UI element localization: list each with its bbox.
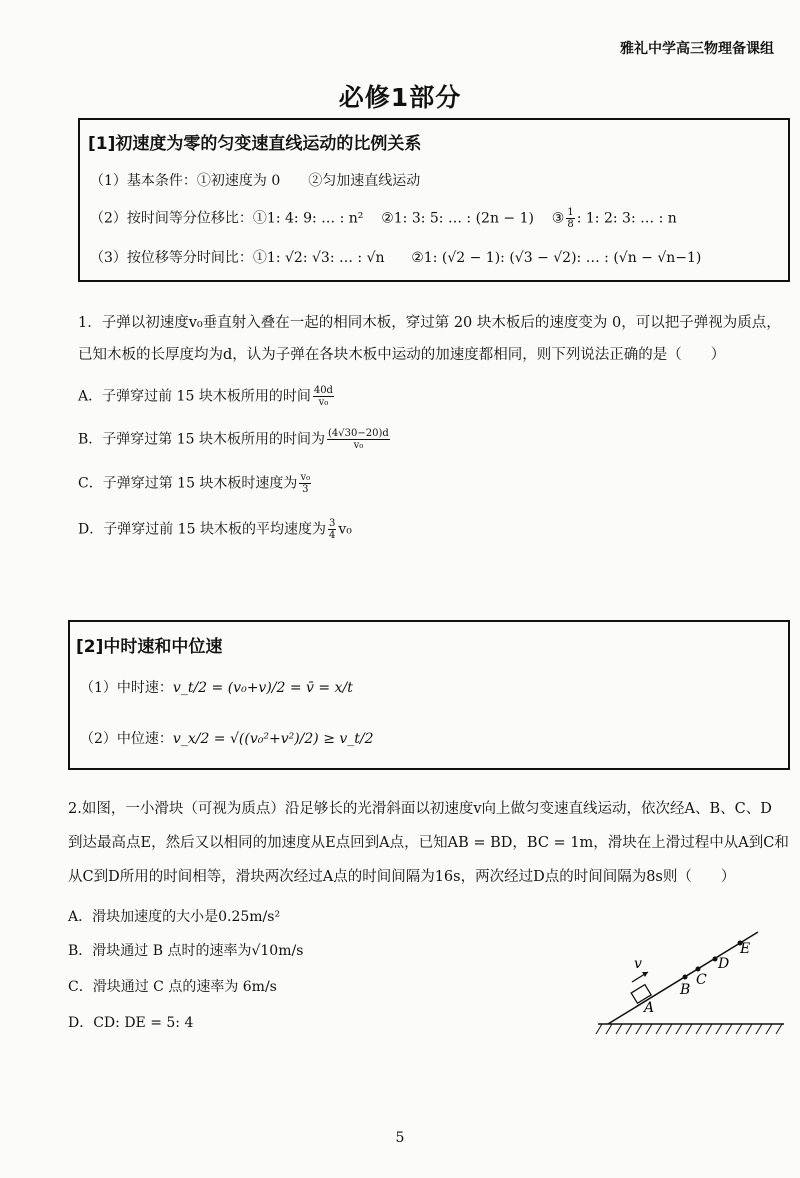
box2-line2: （2）中位速：v_x/2 = √((v₀²+v²)/2) ≥ v_t/2 [80,731,374,747]
box1-line2-a: ①1: 4: 9: … : n² [252,210,364,227]
box1-line1: （1）基本条件：①初速度为 0 ②匀加速直线运动 [90,173,421,189]
box1-line2 [90,207,677,230]
q2-option-d: D．CD: DE = 5: 4 [68,1015,194,1031]
box2-line1: （1）中时速：v_t/2 = (v₀+v)/2 = v̄ = x/t [80,680,353,696]
box1-line2-prefix: （2）按时间等分位移比： [90,210,253,227]
q1-option-d: D．子弹穿过前 15 块木板的平均速度为 $\frac{3}{4}$ v₀ [78,518,352,541]
q2-stem-line1: 2.如图，一小滑块（可视为质点）沿足够长的光滑斜面以初速度v向上做匀变速直线运动，依次经A、B、C、D [68,801,772,817]
label-v: v [634,956,642,972]
q1-option-c: C．子弹穿过第 15 块木板时速度为 $\frac{\text{v₀}}{3}$ [78,472,311,495]
incline-figure [590,920,790,1040]
q1-stem-line2: 已知木板的长厚度均为d，认为子弹在各块木板中运动的加速度都相同，则下列说法正确的是（ ） [78,347,726,363]
point-d [713,957,718,962]
point-c [696,967,701,972]
q2-stem-line2: 到达最高点E，然后又以相同的加速度从E点回到A点，已知AB = BD，BC = 1m，滑块在上滑过程中从A到C和 [68,835,789,851]
label-a: A [644,1000,655,1016]
q1-option-b: B．子弹穿过第 15 块木板所用的时间为 $\frac{(4√30-20)d}{\text{v₀}}$ [78,428,389,451]
ground-hatching [596,1024,782,1034]
label-b: B [680,982,691,998]
page-number: 5 [395,1130,405,1146]
q1-stem-line1: 1．子弹以初速度v₀垂直射入叠在一起的相同木板，穿过第 20 块木板后的速度变为 0，可以把子弹视为质点， [78,315,781,331]
box1-line2-c-post: : 1: 2: 3: … : n [576,210,677,227]
q2-option-c: C．滑块通过 C 点的速率为 6m/s [68,979,277,995]
box1-line3 [90,247,701,267]
box1-line2-c-pre: ③ [551,210,565,227]
label-e: E [740,941,751,957]
box1-line2-b: ②1: 3: 5: … : (2n − 1) [381,210,534,227]
q2-option-b: B．滑块通过 B 点时的速率为√10m/s [68,943,304,959]
box1-line3-b: ②1: (√2 − 1): (√3 − √2): … : (√n − √n−1) [411,250,702,266]
label-c: C [696,972,707,988]
q2-stem-line3: 从C到D所用的时间相等，滑块两次经过A点的时间间隔为16s，两次经过D点的时间间隔为8s则（ ） [68,869,736,885]
box1-line3-prefix: （3）按位移等分时间比： [90,250,253,266]
box1-line3-a: ①1: √2: √3: … : √n [252,250,385,266]
box1-line2-c-frac: $\frac{1}{8}$ [567,207,574,230]
section-title: 必修1部分 [338,83,462,112]
q2-option-a: A．滑块加速度的大小是0.25m/s² [68,909,281,925]
box2-title: [2]中时速和中位速 [76,637,223,657]
school-header: 雅礼中学高三物理备课组 [620,41,774,57]
label-d: D [718,956,730,972]
box1-title: [1]初速度为零的匀变速直线运动的比例关系 [88,134,422,154]
point-b [683,975,688,980]
q1-option-a: A．子弹穿过前 15 块木板所用的时间 $\frac{40d}{\text{v₀}}$ [78,385,333,408]
